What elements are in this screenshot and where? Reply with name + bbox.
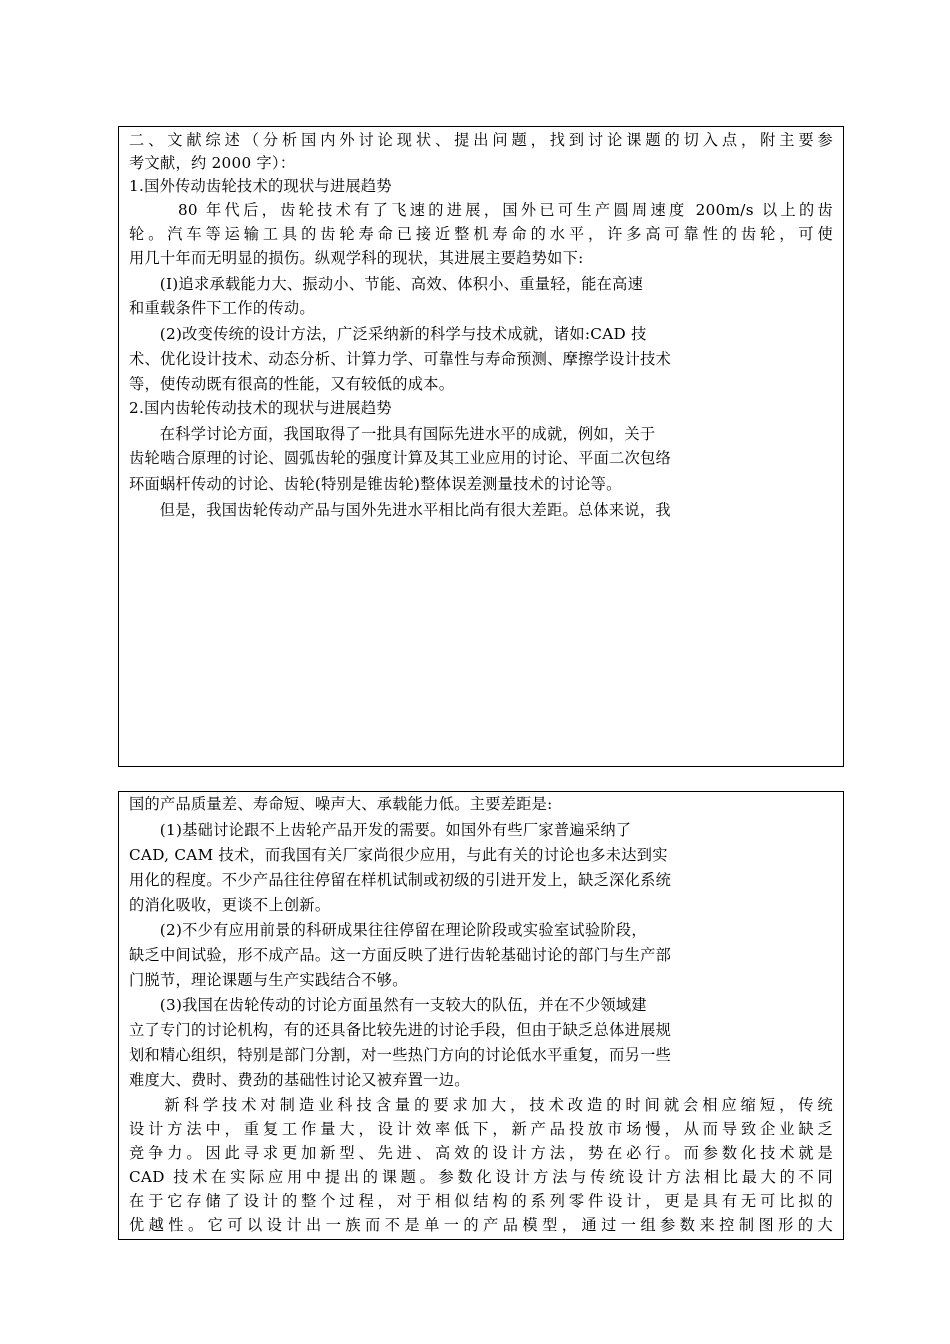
text-line: 用几十年而无明显的损伤。纵观学科的现状，其进展主要趋势如下: [129,249,584,267]
text-line: 二、文献综述（分析国内外讨论现状、提出问题，找到讨论课题的切入点，附主要参 [129,131,833,149]
text-line: (I)追求承载能力大、振动小、节能、高效、体积小、重量轻，能在高速 [129,275,644,293]
text-line: CAD, CAM 技术，而我国有关厂家尚很少应用，与此有关的讨论也多未达到实 [129,846,668,864]
text-line: 和重载条件下工作的传动。 [129,299,315,317]
text-line: 环面蜗杆传动的讨论、齿轮(特别是锥齿轮)整体误差测量技术的讨论等。 [129,475,622,493]
text-line: 立了专门的讨论机构，有的还具备比较先进的讨论手段，但由于缺乏总体进展规 [129,1021,672,1039]
text-line: 缺乏中间试验，形不成产品。这一方面反映了进行齿轮基础讨论的部门与生产部 [129,946,672,964]
text-line: 考文献，约 2000 字）： [129,154,296,172]
text-line: 80 年代后，齿轮技术有了飞速的进展，国外已可生产圆周速度 200m/s 以上的齿 [129,201,833,219]
text-line: (3)我国在齿轮传动的讨论方面虽然有一支较大的队伍，并在不少领域建 [129,996,647,1014]
text-line: 但是，我国齿轮传动产品与国外先进水平相比尚有很大差距。总体来说，我 [129,501,671,519]
text-line: 齿轮啮合原理的讨论、圆弧齿轮的强度计算及其工业应用的讨论、平面二次包络 [129,449,672,467]
text-line: 轮。汽车等运输工具的齿轮寿命已接近整机寿命的水平，许多高可靠性的齿轮，可使 [129,225,833,243]
text-line: 竞争力。因此寻求更加新型、先进、高效的设计方法，势在必行。而参数化技术就是 [129,1144,833,1162]
text-line: 新科学技术对制造业科技含量的要求加大，技术改造的时间就会相应缩短，传统 [129,1096,833,1114]
text-line: 等，使传动既有很高的性能，又有较低的成本。 [129,375,455,393]
text-line: 划和精心组织，特别是部门分割，对一些热门方向的讨论低水平重复，而另一些 [129,1046,672,1064]
text-line: (1)基础讨论跟不上齿轮产品开发的需要。如国外有些厂家普遍采纳了 [129,821,632,839]
text-line: 门脱节，理论课题与生产实践结合不够。 [129,971,408,989]
text-line: 国的产品质量差、寿命短、噪声大、承载能力低。主要差距是: [129,795,553,813]
text-line: 优越性。它可以设计出一族而不是单一的产品模型，通过一组参数来控制图形的大 [129,1216,833,1234]
literature-review-box-2 [118,791,844,1240]
text-line: 术、优化设计技术、动态分析、计算力学、可靠性与寿命预测、摩擦学设计技术 [129,350,672,368]
text-line: 难度大、费时、费劲的基础性讨论又被弃置一边。 [129,1071,470,1089]
section-heading: 2.国内齿轮传动技术的现状与进展趋势 [129,399,392,417]
text-line: 用化的程度。不少产品往往停留在样机试制或初级的引进开发上，缺乏深化系统 [129,871,672,889]
text-line: (2)改变传统的设计方法，广泛采纳新的科学与技术成就，诸如:CAD 技 [129,325,647,343]
text-line: 在于它存储了设计的整个过程，对于相似结构的系列零件设计，更是具有无可比拟的 [129,1192,833,1210]
text-line: 的消化吸收，更谈不上创新。 [129,896,331,914]
text-line: (2)不少有应用前景的科研成果往往停留在理论阶段或实验室试验阶段， [129,921,647,939]
literature-review-box-1 [118,126,844,767]
text-line: 在科学讨论方面，我国取得了一批具有国际先进水平的成就，例如，关于 [129,425,656,443]
section-heading: 1.国外传动齿轮技术的现状与进展趋势 [129,177,392,195]
text-line: CAD 技术在实际应用中提出的课题。参数化设计方法与传统设计方法相比最大的不同 [129,1168,833,1186]
text-line: 设计方法中，重复工作量大，设计效率低下，新产品投放市场慢，从而导致企业缺乏 [129,1120,833,1138]
